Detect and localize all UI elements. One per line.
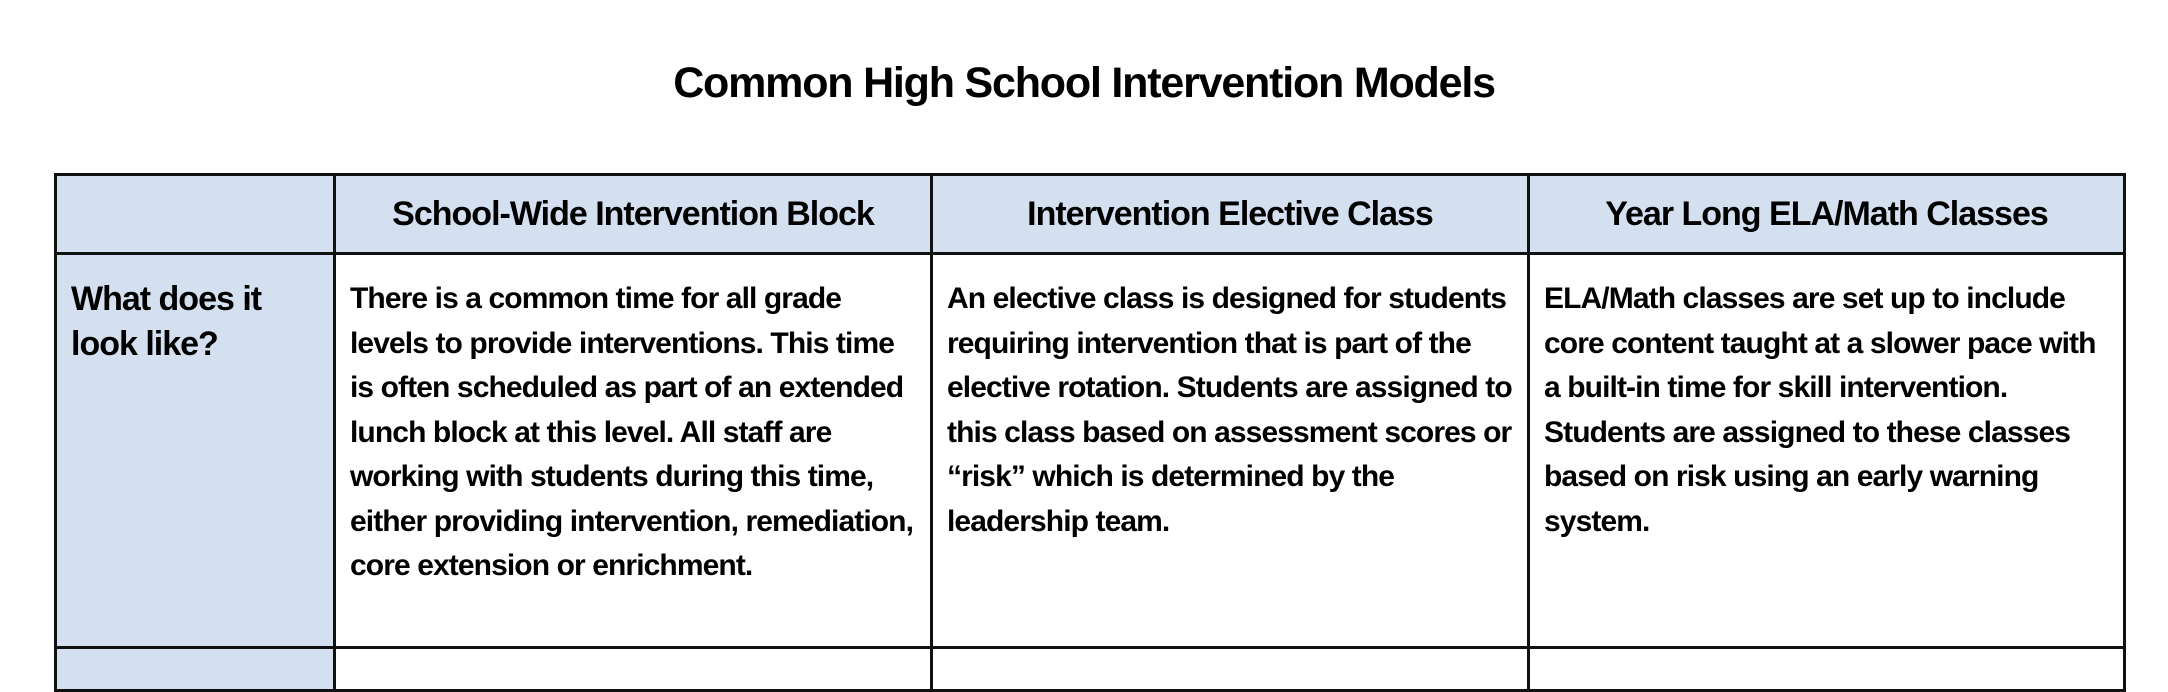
page-title: Common High School Intervention Models [673, 59, 1495, 107]
partial-cell [335, 648, 932, 691]
table-row [56, 254, 2125, 648]
intervention-models-table [54, 173, 2126, 692]
cell-school-wide-block-description: There is a common time for all grade levels to provide interventions. This time is often scheduled as part of an extended lunch block at this level. All staff are working with students during this time, either providing intervention, remediation, core extension or enrichment. [335, 254, 932, 648]
cell-year-long-classes-description: ELA/Math classes are set up to include core content taught at a slower pace with a built-in time for skill intervention. Students are assigned to these classes based on risk using an early warning system. [1529, 254, 2125, 648]
cell-elective-class-description: An elective class is designed for students requiring intervention that is part of the elective rotation. Students are assigned to this class based on assessment scores or “risk” which is determined by the leadership team. [932, 254, 1529, 648]
partial-cell [1529, 648, 2125, 691]
column-header-year-long-classes: Year Long ELA/Math Classes [1529, 175, 2125, 254]
partial-row-header [56, 648, 335, 691]
column-header-elective-class: Intervention Elective Class [932, 175, 1529, 254]
row-header-what-does-it-look-like: What does it look like? [56, 254, 335, 648]
table-header-row [56, 175, 2125, 254]
header-corner-cell [56, 175, 335, 254]
partial-cell [932, 648, 1529, 691]
column-header-school-wide-block: School-Wide Intervention Block [335, 175, 932, 254]
table-row-partial [56, 648, 2125, 691]
